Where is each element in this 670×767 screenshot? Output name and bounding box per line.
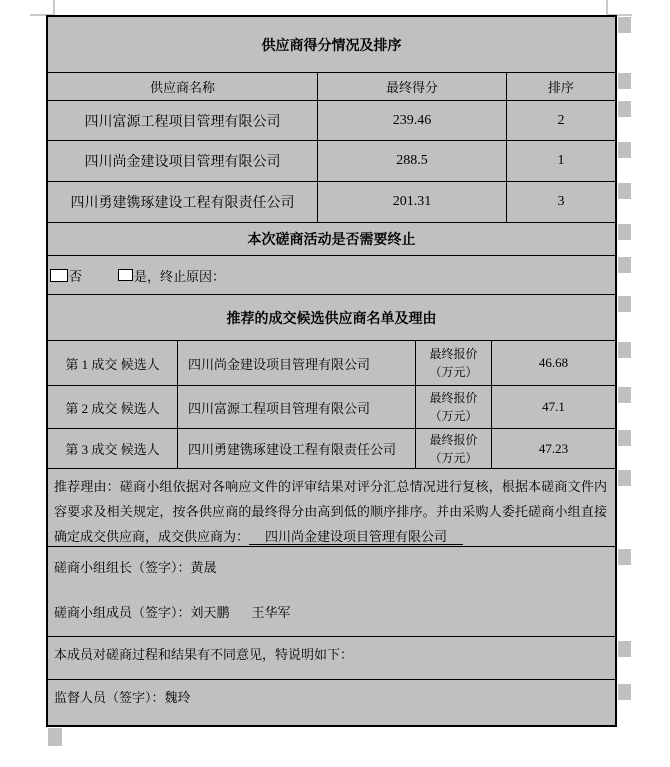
- row-end-shading-mark: [618, 73, 631, 89]
- score-section-title-row: [48, 17, 615, 72]
- final-offer-value: 46.68: [538, 355, 569, 370]
- supervisor-signature-line: [48, 680, 615, 723]
- leader-name: 黄晟: [190, 560, 217, 575]
- termination-section-title-row: [48, 222, 615, 255]
- rank-value: 1: [557, 153, 565, 168]
- final-score: 288.5: [318, 141, 507, 181]
- row-end-shading-mark: [618, 183, 631, 199]
- candidate-name: 四川富源工程项目管理有限公司: [178, 386, 416, 428]
- candidate-rank-label: 第 3 成交 候选人: [48, 429, 178, 468]
- row-end-shading-mark: [618, 342, 631, 358]
- score-header-row: [48, 72, 615, 100]
- dissent-text: 本成员对磋商过程和结果有不同意见，特说明如下：: [54, 647, 354, 662]
- panel-signature-row: [48, 546, 615, 636]
- row-end-shading-mark: [618, 549, 631, 565]
- final-offer-label: [416, 429, 492, 468]
- row-end-shading-mark: [618, 641, 631, 657]
- row-end-shading-mark: [618, 684, 631, 700]
- option-no-label: 否: [69, 268, 83, 284]
- candidate-name: 四川勇建镌琢建设工程有限责任公司: [178, 429, 416, 468]
- header-rank: 排序: [547, 80, 574, 95]
- row-end-shading-mark: [618, 430, 631, 446]
- final-offer-label: [416, 386, 492, 428]
- leader-signature-line: [54, 557, 607, 576]
- row-end-shading-mark: [618, 387, 631, 403]
- final-offer-value: 47.1: [542, 399, 565, 414]
- table-end-shading-mark: [48, 728, 62, 746]
- margin-crop-mark: [53, 0, 55, 15]
- checkbox-no-icon[interactable]: [50, 269, 68, 282]
- final-score: 201.31: [318, 182, 507, 222]
- candidate-rank-label: 第 2 成交 候选人: [48, 386, 178, 428]
- candidate-row: [48, 340, 615, 385]
- supervisor-signature-row: [48, 679, 615, 723]
- dissent-row: [48, 636, 615, 679]
- candidates-section-title-row: [48, 294, 615, 340]
- candidate-row: [48, 385, 615, 428]
- rank-value: 3: [557, 194, 565, 209]
- row-end-shading-mark: [618, 17, 631, 33]
- option-no: [50, 266, 82, 285]
- candidate-rank-label: 第 1 成交 候选人: [48, 341, 178, 385]
- termination-options-row: [48, 255, 615, 294]
- supervisor-name: 魏玲: [164, 690, 191, 705]
- rank-value: 2: [557, 112, 565, 128]
- score-row: [48, 100, 615, 140]
- recommendation-reason-text: [48, 469, 615, 546]
- supplier-name: 四川尚金建设项目管理有限公司: [48, 141, 318, 181]
- final-offer-label: [416, 341, 492, 385]
- supplier-name: 四川富源工程项目管理有限公司: [48, 101, 318, 140]
- row-end-shading-mark: [618, 142, 631, 158]
- row-end-shading-mark: [618, 296, 631, 312]
- reason-body: 推荐理由：磋商小组依据对各响应文件的评审结果对评分汇总情况进行复核，根据本磋商文件内容要求及相关规定，按各供应商的最终得分由高到低的顺序排序。并由采购人委托磋商小组直接确定成交供应商，成交供应商为：: [54, 479, 607, 544]
- leader-label: 磋商小组组长（签字）：: [54, 560, 191, 575]
- panel-signatures: [48, 547, 615, 636]
- margin-crop-mark: [606, 0, 608, 15]
- awarded-supplier-name: 四川尚金建设项目管理有限公司: [249, 529, 463, 545]
- candidates-section-title: 推荐的成交候选供应商名单及理由: [226, 311, 437, 327]
- score-row: [48, 181, 615, 222]
- final-offer-label-line1: 最终报价: [429, 347, 478, 361]
- header-supplier-name: 供应商名称: [48, 73, 318, 100]
- final-offer-value: 47.23: [538, 440, 569, 456]
- member-name: 王华军: [251, 605, 291, 620]
- final-offer-label-line1: 最终报价: [429, 432, 478, 447]
- termination-section-title: 本次磋商活动是否需要终止: [247, 233, 416, 248]
- final-offer-label-line1: 最终报价: [429, 391, 478, 405]
- option-yes: [118, 266, 225, 285]
- final-offer-label-line2: （万元）: [429, 450, 478, 465]
- recommendation-reason-row: [48, 468, 615, 546]
- candidate-row: [48, 428, 615, 468]
- row-end-shading-mark: [618, 470, 631, 486]
- score-section-title: 供应商得分情况及排序: [261, 38, 402, 54]
- row-end-shading-mark: [618, 257, 631, 273]
- checkbox-yes-icon[interactable]: [118, 269, 133, 281]
- member-name: 刘天鹏: [190, 605, 230, 620]
- final-offer-label-line2: （万元）: [429, 365, 478, 379]
- members-label: 磋商小组成员（签字）：: [54, 605, 191, 620]
- row-end-shading-mark: [618, 101, 631, 117]
- members-signature-line: [54, 602, 607, 621]
- evaluation-table: [46, 15, 617, 727]
- supervisor-label: 监督人员（签字）：: [54, 690, 165, 705]
- final-score: 239.46: [318, 101, 507, 140]
- supplier-name: 四川勇建镌琢建设工程有限责任公司: [48, 182, 318, 222]
- final-offer-label-line2: （万元）: [429, 409, 478, 423]
- candidate-name: 四川尚金建设项目管理有限公司: [178, 341, 416, 385]
- header-final-score: 最终得分: [318, 73, 507, 100]
- row-end-shading-mark: [618, 224, 631, 240]
- option-yes-label: 是，终止原因：: [134, 268, 226, 284]
- score-row: [48, 140, 615, 181]
